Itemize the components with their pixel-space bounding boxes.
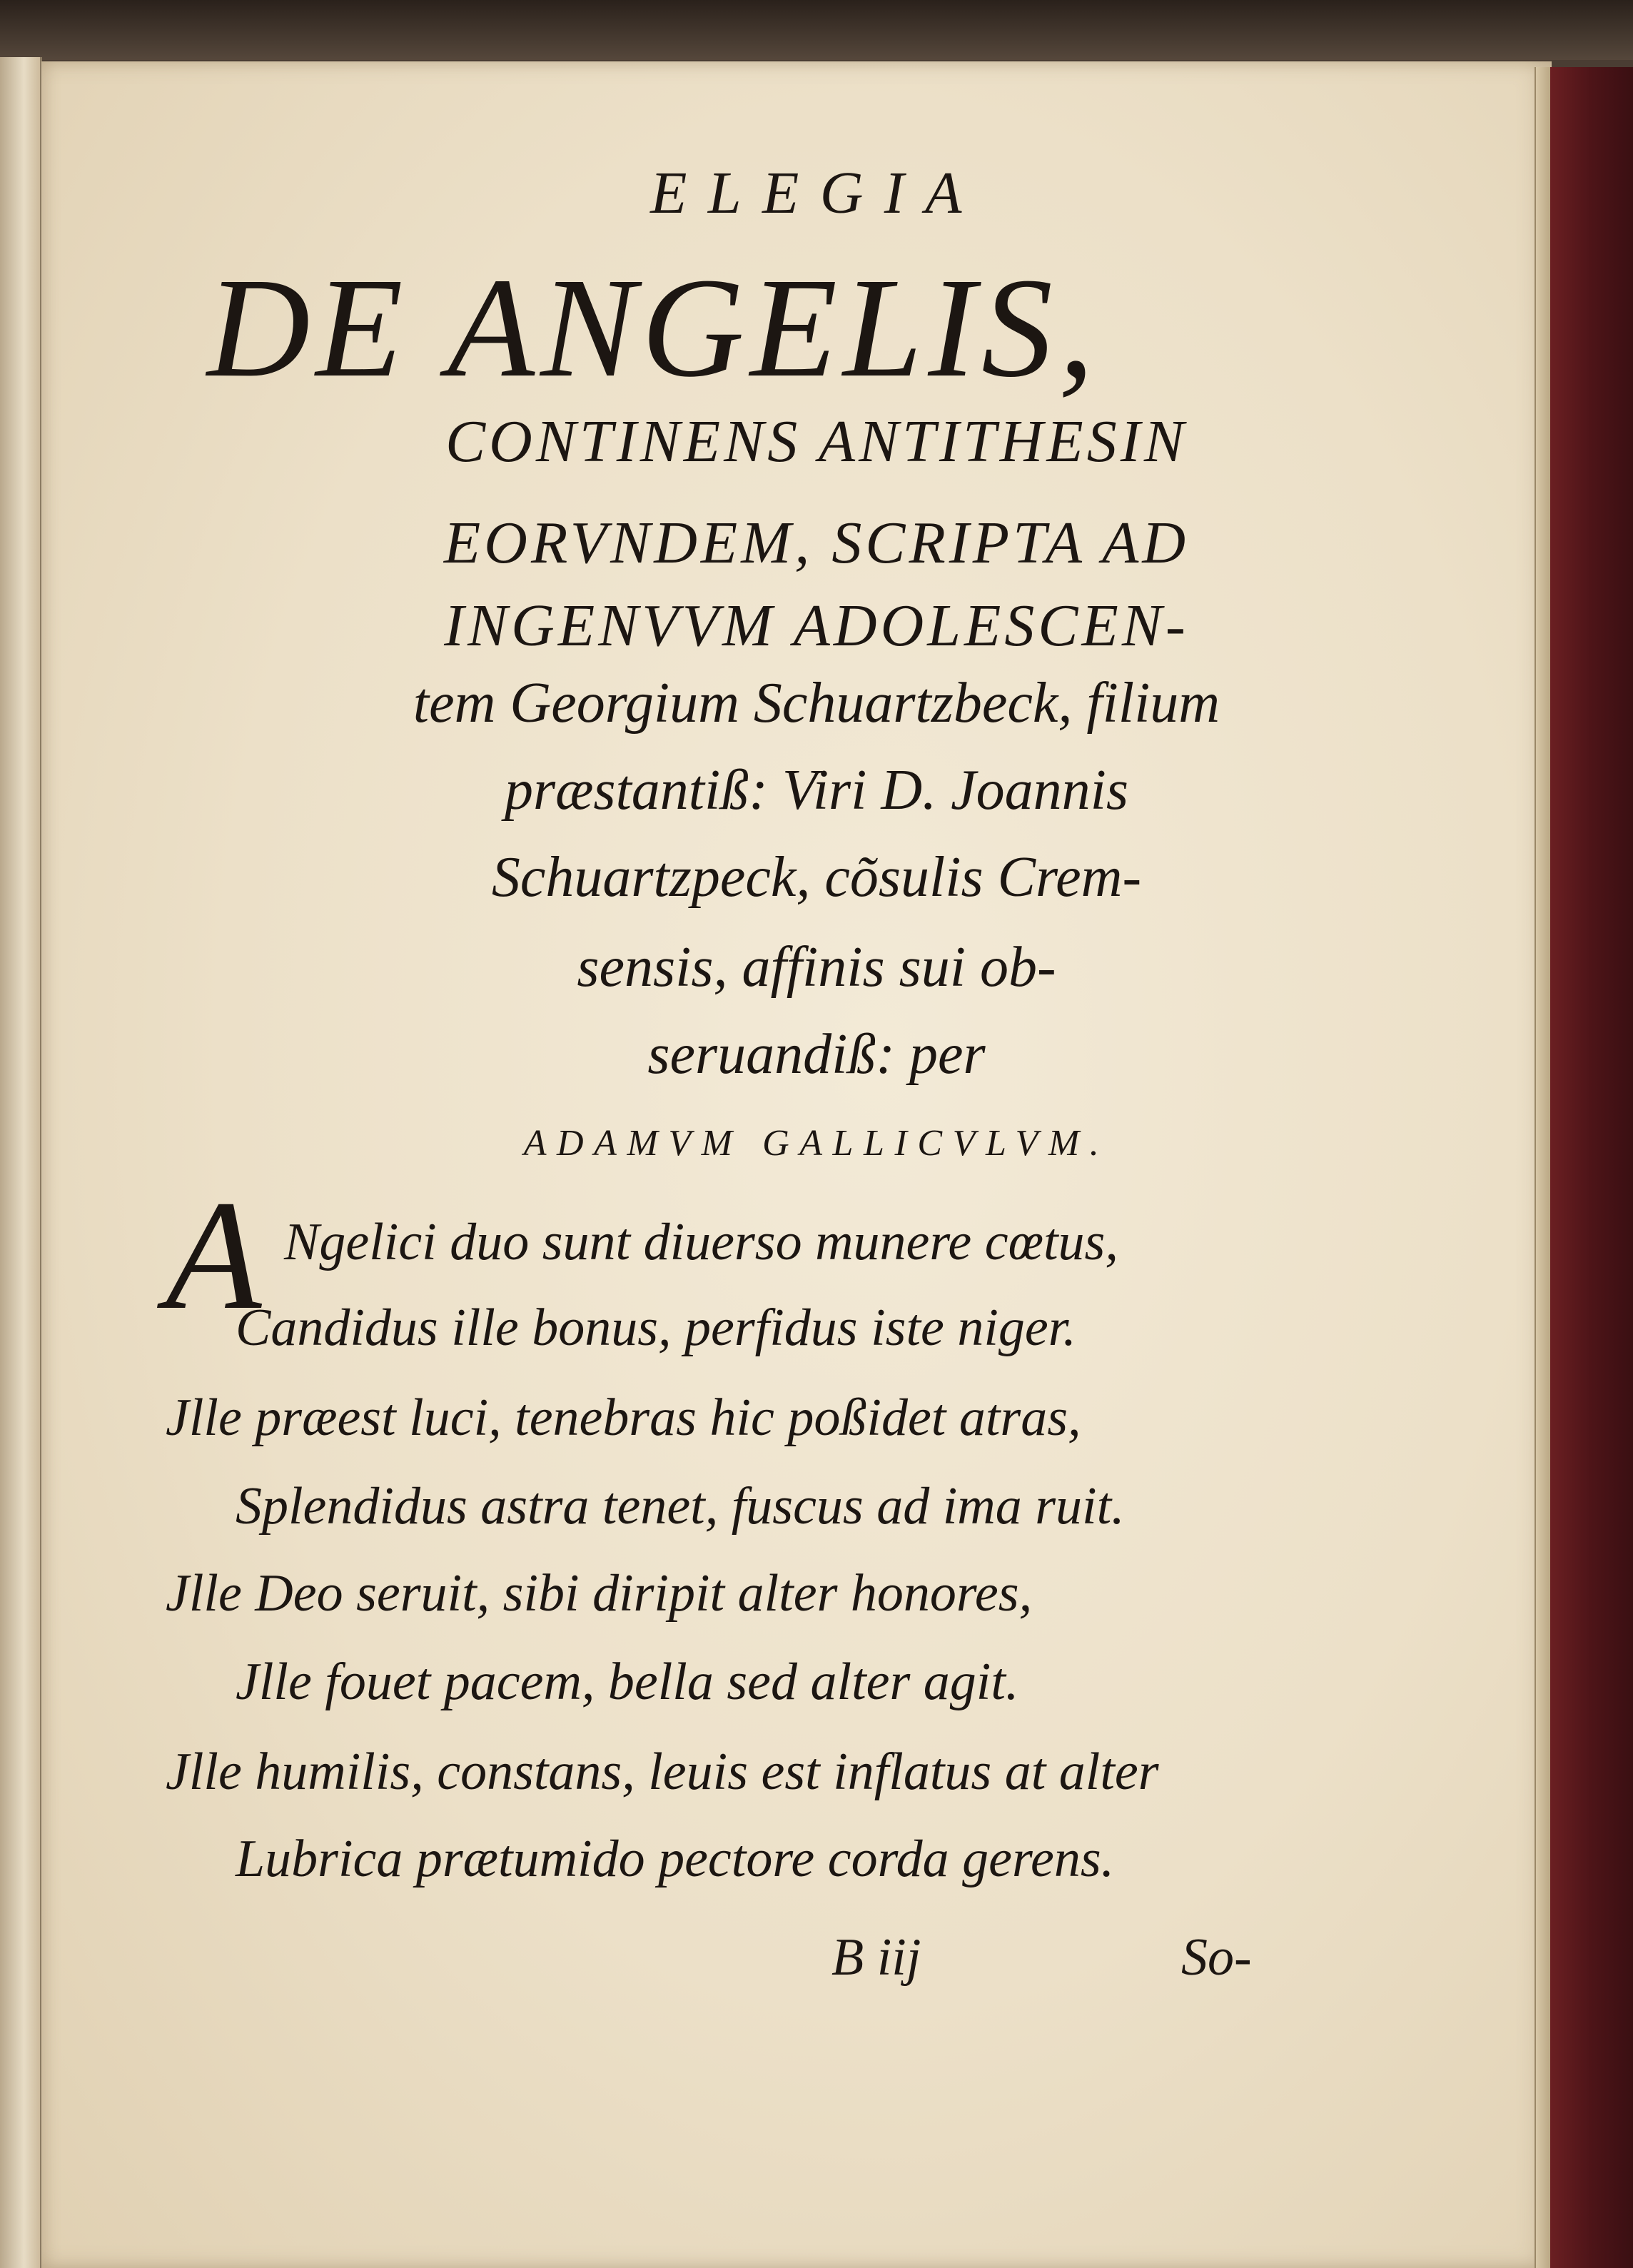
verse-line: Jlle fouet pacem, bella sed alter agit. (236, 1653, 1019, 1711)
drop-cap: A (166, 1168, 262, 1342)
catchword: So- (1181, 1928, 1252, 1987)
verse-line: Candidus ille bonus, perfidus iste niger. (236, 1299, 1076, 1357)
page-fore-edge (1535, 67, 1552, 2268)
title-line-3: CONTINENS ANTITHESIN (445, 408, 1188, 475)
verse-line: Ngelici duo sunt diuerso munere cœtus, (284, 1213, 1118, 1271)
title-line-4: EORVNDEM, SCRIPTA AD (443, 510, 1190, 576)
dedication-line: præstantiß: Viri D. Joannis (504, 759, 1129, 822)
verse-line: Lubrica prætumido pectore corda gerens. (236, 1830, 1115, 1888)
verse-line: Jlle Deo seruit, sibi diripit alter honores, (166, 1564, 1033, 1623)
dedication-line: seruandiß: per (647, 1023, 986, 1086)
scan-background (0, 0, 1633, 60)
title-line-2: DE ANGELIS, (207, 249, 1100, 407)
author-name: ADAMVM GALLICVLVM. (523, 1123, 1110, 1164)
red-binding (1550, 67, 1633, 2268)
title-line-1: ELEGIA (650, 160, 983, 226)
dedication-line: Schuartzpeck, cõsulis Crem- (491, 846, 1142, 909)
dedication-line: sensis, affinis sui ob- (577, 936, 1056, 999)
signature-mark: B iij (831, 1928, 921, 1987)
title-line-5: INGENVVM ADOLESCEN- (444, 593, 1189, 659)
verse-line: Jlle præest luci, tenebras hic poßidet atras, (166, 1388, 1081, 1447)
verse-line: Jlle humilis, constans, leuis est inflatus at alter (166, 1743, 1159, 1801)
verse-line: Splendidus astra tenet, fuscus ad ima ruit. (236, 1477, 1125, 1536)
dedication-line: tem Georgium Schuartzbeck, filium (413, 672, 1220, 735)
